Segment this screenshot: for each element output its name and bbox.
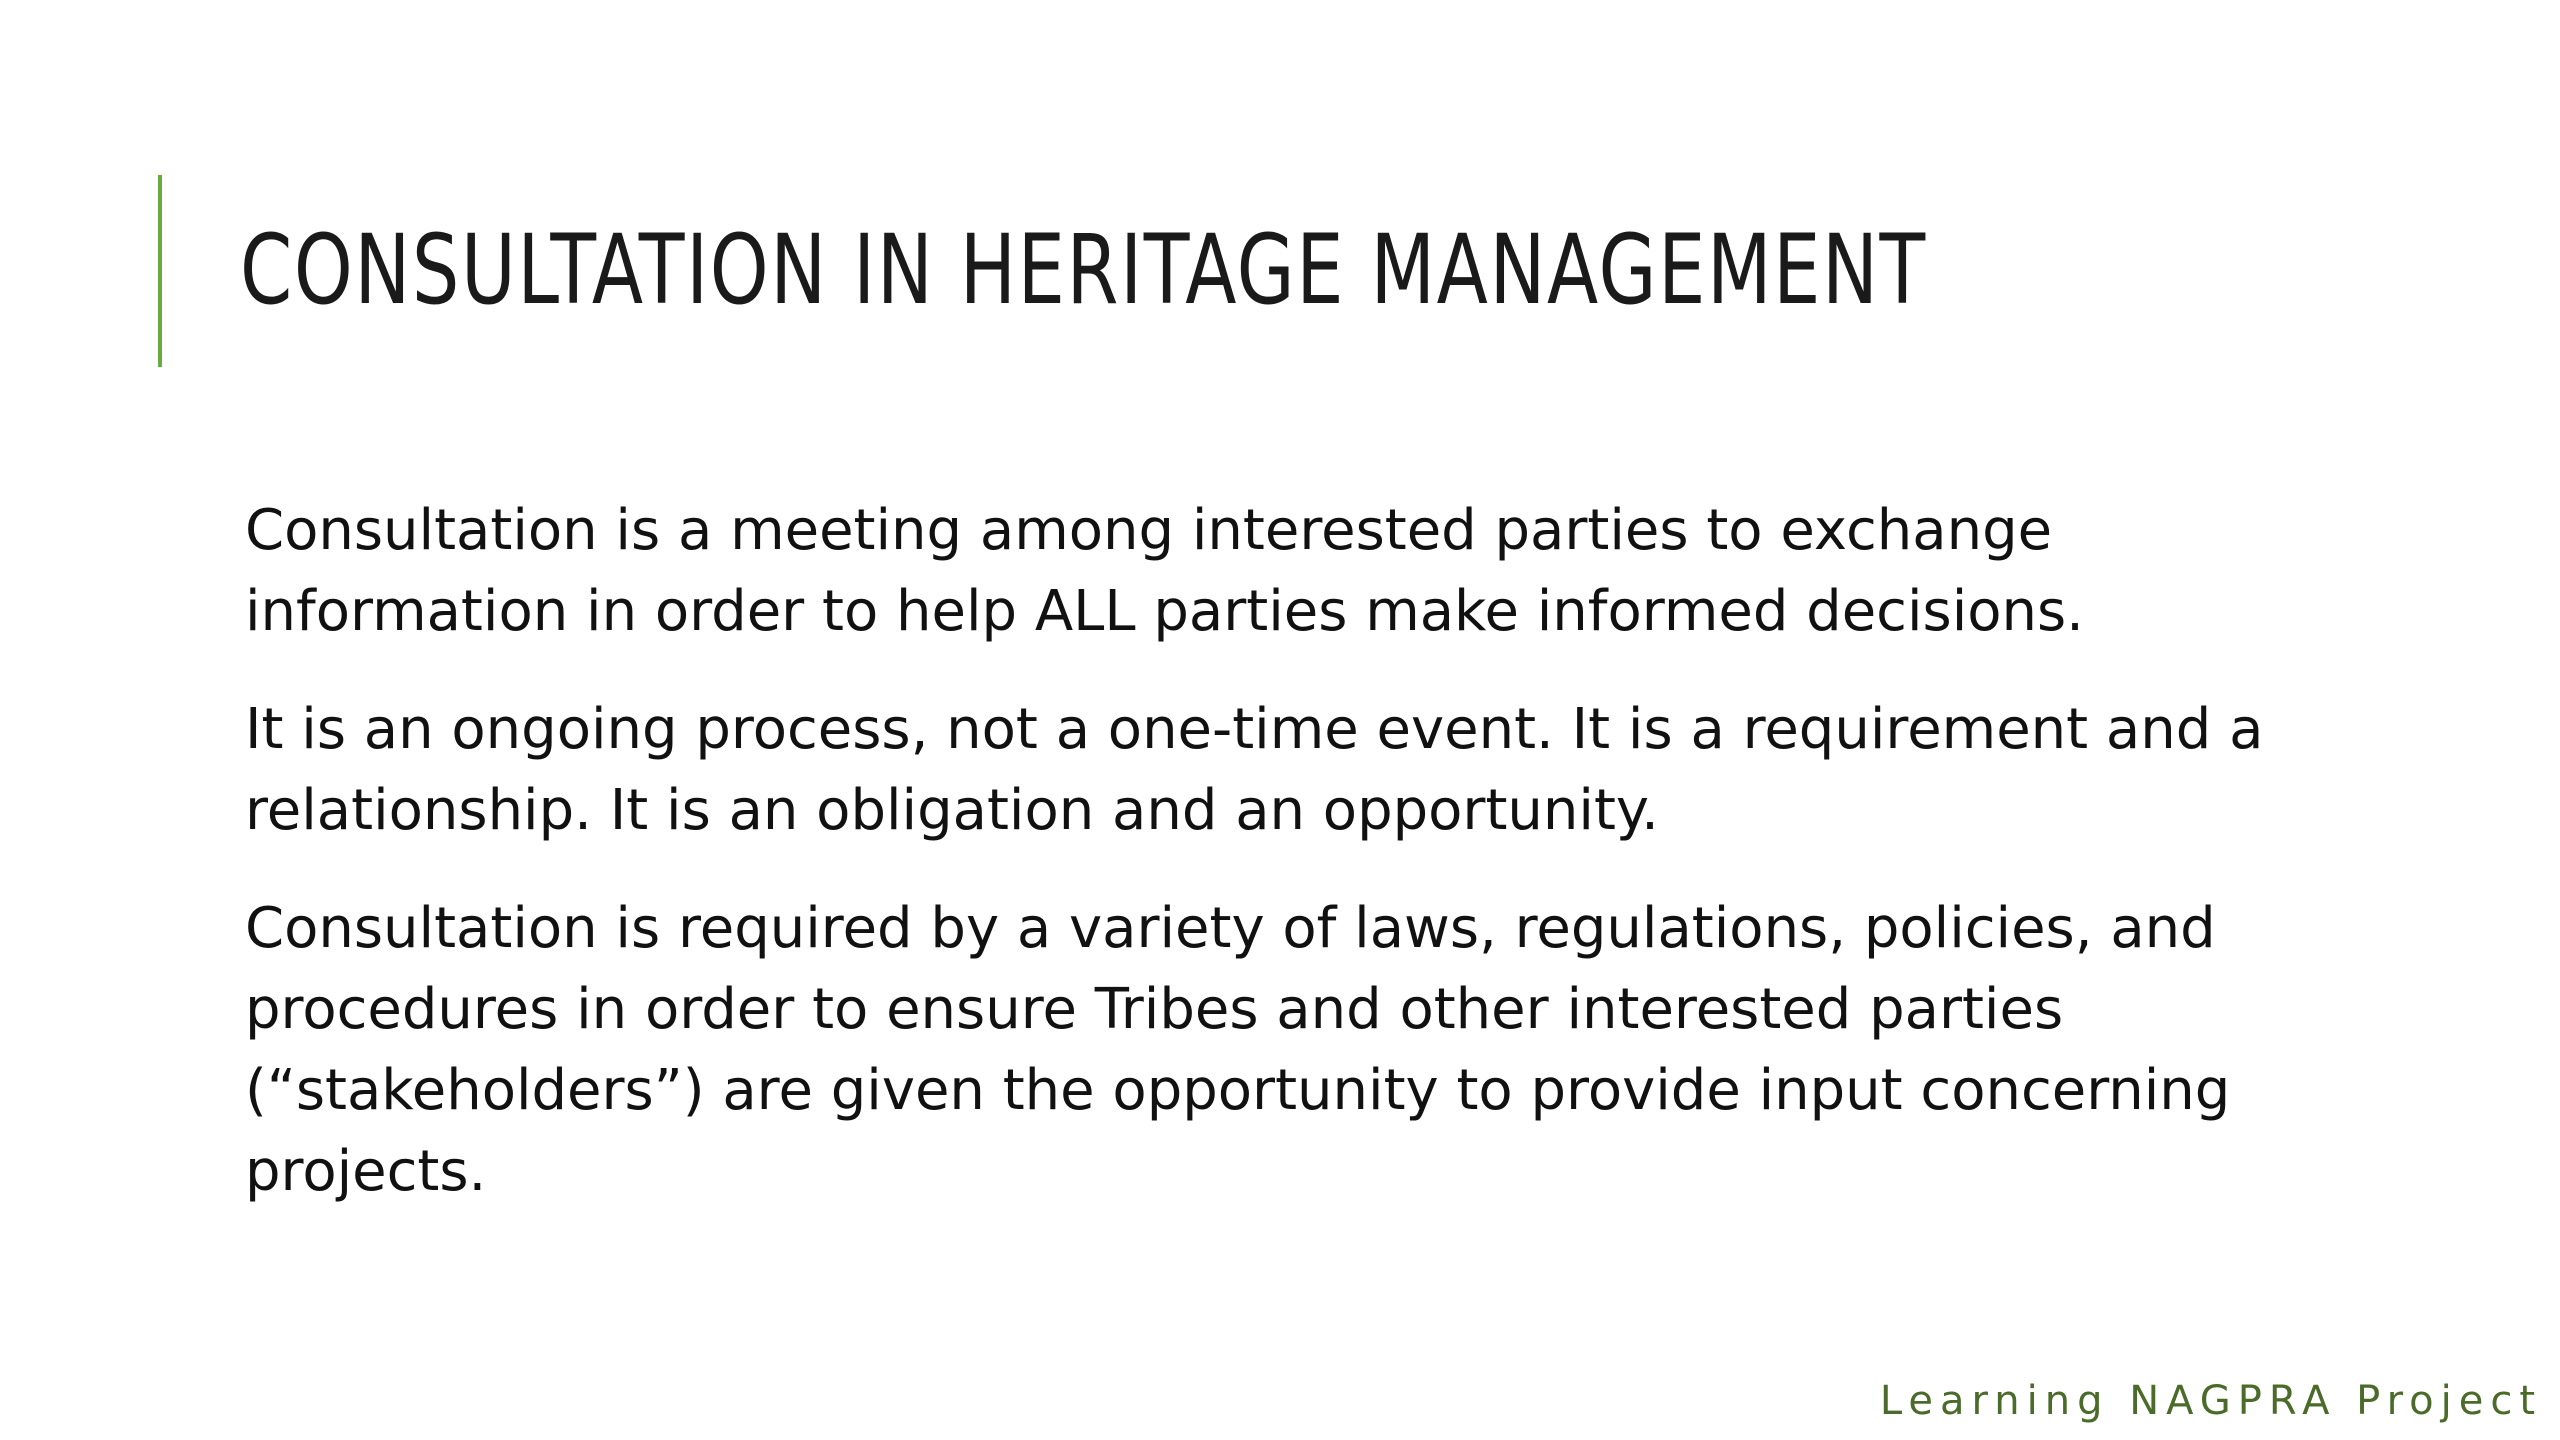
slide-title: CONSULTATION IN HERITAGE MANAGEMENT [240,214,1927,326]
title-accent-bar [158,175,162,367]
body-paragraph: Consultation is a meeting among interested parties to exchange information in order to help ALL parties make informed decisions. [245,498,2084,644]
slide-body [245,490,2325,1249]
body-paragraph: Consultation is required by a variety of laws, regulations, policies, and procedures in order to ensure Tribes and other interested parties (“stakeholders”) are given the opportunity to provide input concerning projects. [245,896,2231,1204]
footer-branding: Learning NAGPRA Project [1879,1378,2542,1424]
body-paragraph: It is an ongoing process, not a one-time event. It is a requirement and a relationship. It is an obligation and an opportunity. [245,697,2264,843]
